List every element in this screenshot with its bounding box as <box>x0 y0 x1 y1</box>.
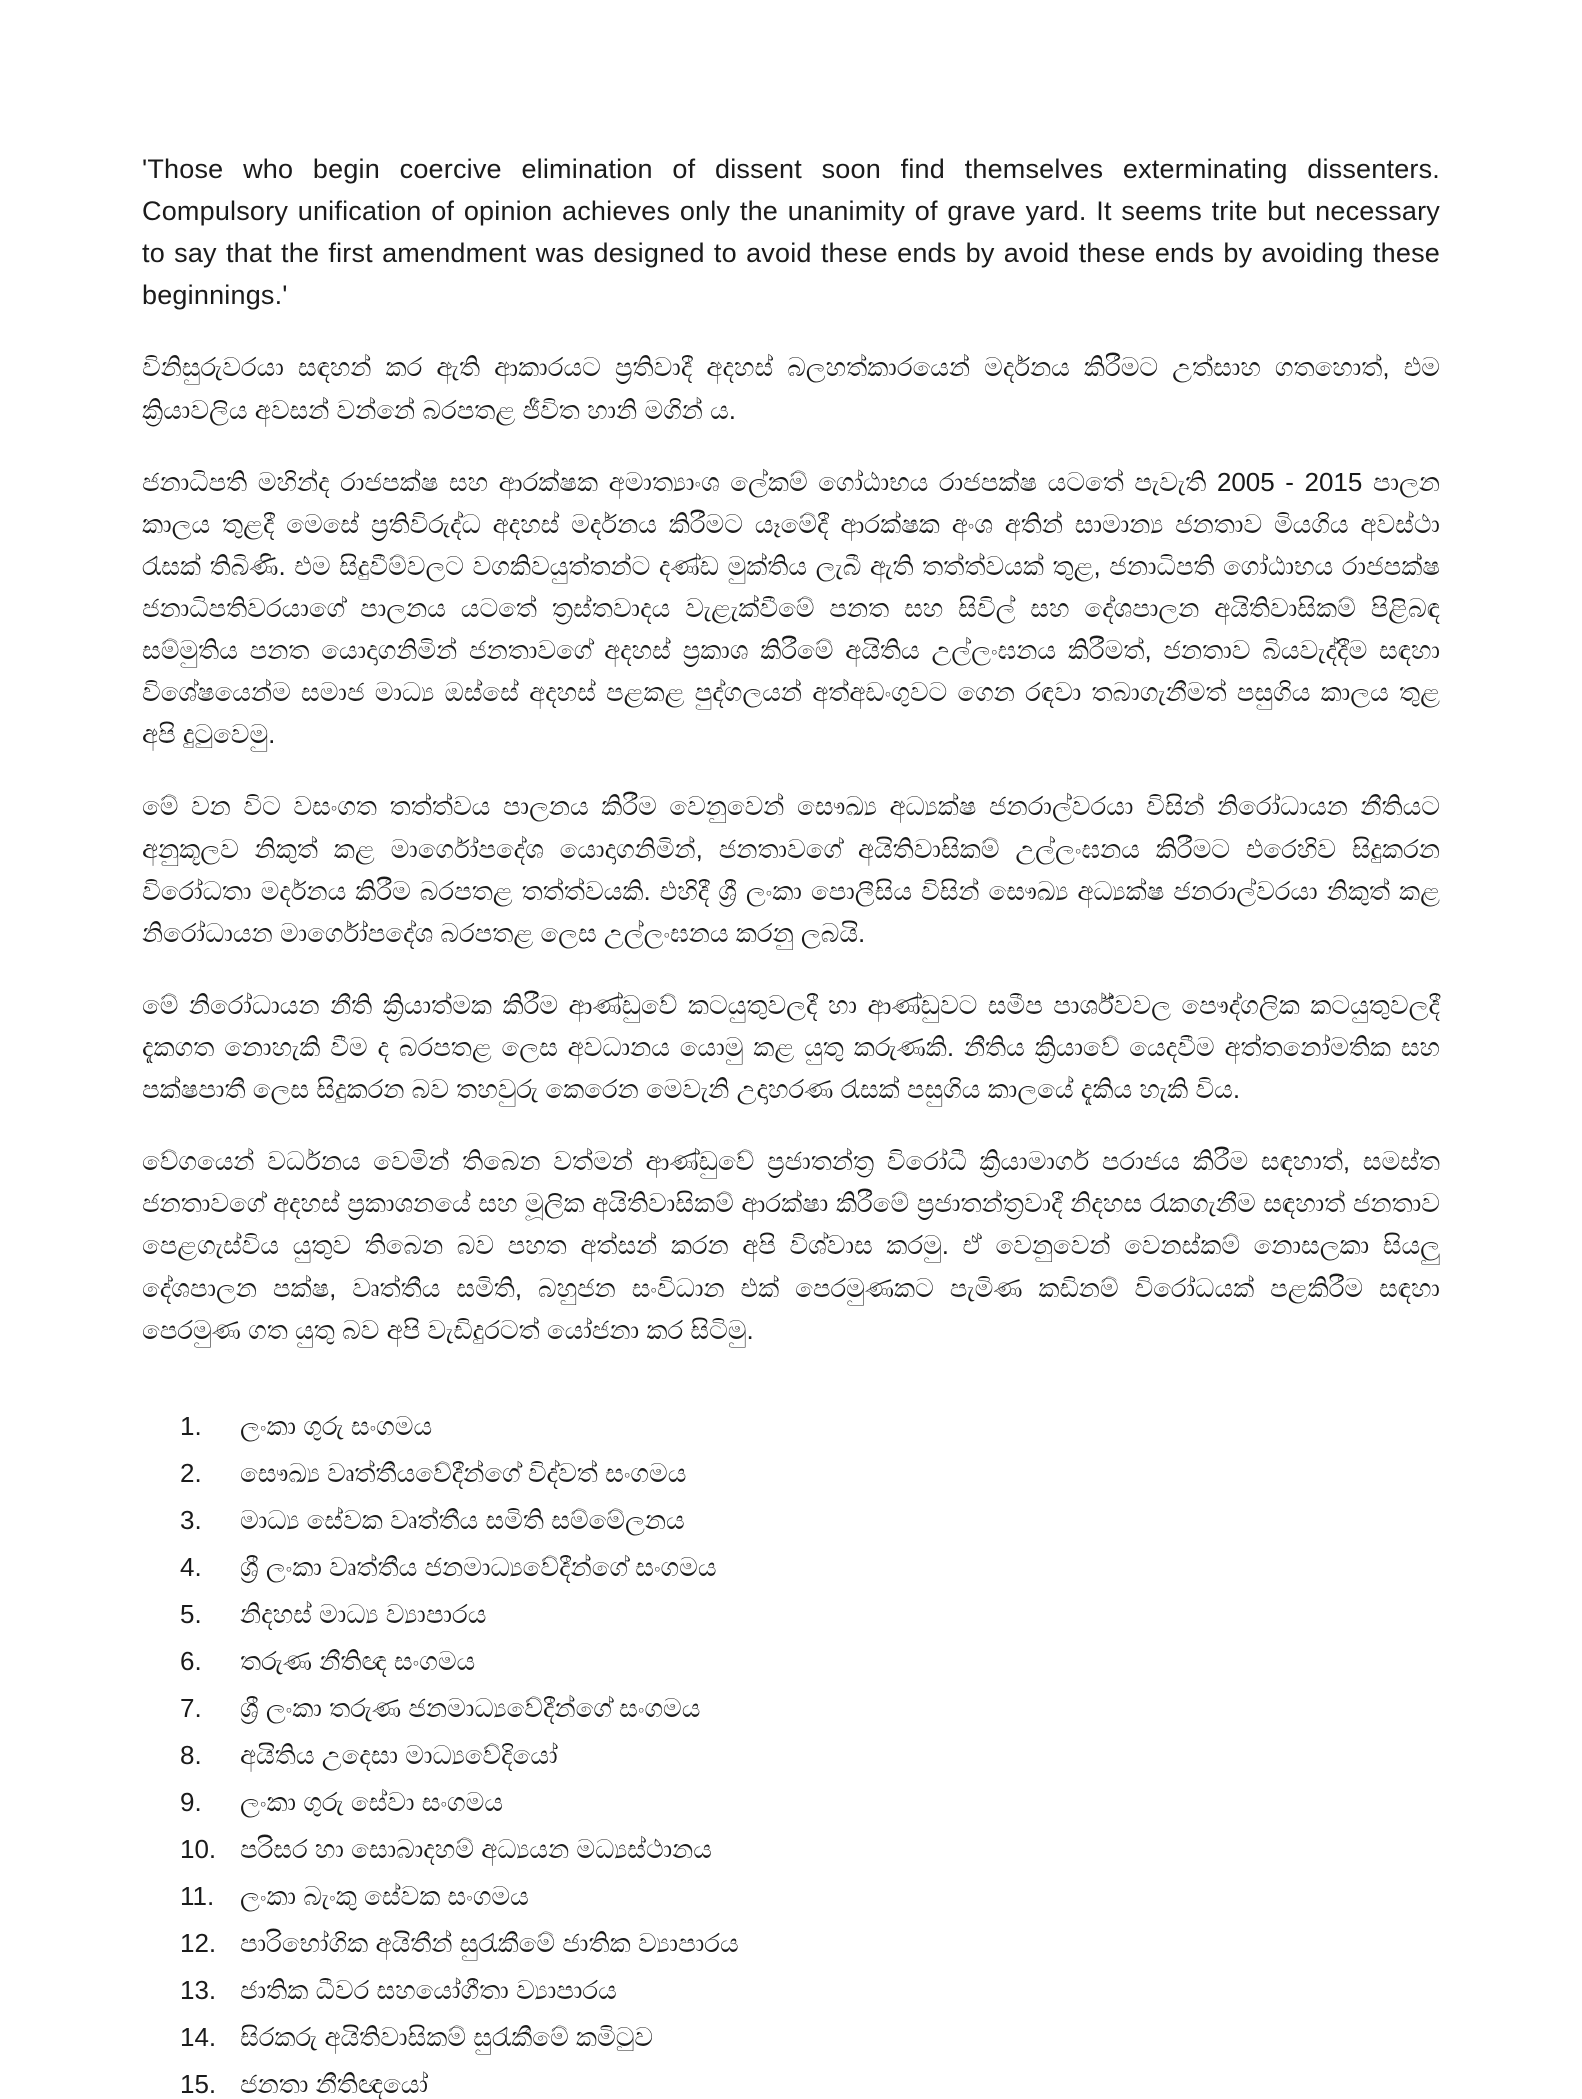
list-item <box>180 1974 1440 2005</box>
list-item <box>180 2068 1440 2099</box>
list-item-number: 4. <box>180 1551 202 1582</box>
list-item-number: 5. <box>180 1598 202 1629</box>
list-item-label: සෞඛ්‍ය වෘත්තීයවේදීන්ගේ විද්වත් සංගමය <box>240 1457 687 1488</box>
list-item <box>180 1504 1440 1535</box>
list-item <box>180 1739 1440 1770</box>
list-item-number: 2. <box>180 1457 202 1488</box>
list-item-label: ශ්‍රී ලංකා වෘත්තීය ජනමාධ්‍යවේදීන්ගේ සංගමය <box>240 1551 717 1582</box>
list-item-number: 8. <box>180 1739 202 1770</box>
list-item-label: තරුණ නීතිඥ සංගමය <box>240 1645 476 1676</box>
list-item-label: ජාතික ධීවර සහයෝගීතා ව්‍යාපාරය <box>240 1974 617 2005</box>
list-item-label: පරිසර හා සොබාදහම් අධ්‍යයන මධ්‍යස්ථානය <box>240 1833 712 1864</box>
list-item-label: ලංකා ගුරු සංගමය <box>240 1410 433 1441</box>
list-item-number: 12. <box>180 1927 217 1958</box>
list-item <box>180 1551 1440 1582</box>
list-item <box>180 2021 1440 2052</box>
list-item-number: 3. <box>180 1504 202 1535</box>
list-item-label: මාධ්‍ය සේවක වෘත්තීය සමිති සම්මේලනය <box>240 1504 685 1535</box>
list-item-number: 10. <box>180 1833 217 1864</box>
list-item-label: ලංකා ගුරු සේවා සංගමය <box>240 1786 504 1817</box>
list-item <box>180 1880 1440 1911</box>
list-item-number: 6. <box>180 1645 202 1676</box>
list-item <box>180 1786 1440 1817</box>
body-paragraph-2: ජනාධිපති මහින්ද රාජපක්ෂ සහ ආරක්ෂක අමාත්‍යාංශ ලේකම් ගෝඨාභය රාජපක්ෂ යටතේ පැවැති 2005 - 2015 පාලන කාලය තුළදී මෙසේ ප්‍රතිවිරුද්ධ අදහස් මර්දනය කිරීමට යෑමේදී ආරක්ෂක අංශ අතින් සාමාන්‍ය ජනතාව මියගිය අවස්ථා රැසක් තිබිණි. එම සිදුවීම්වලට වගකිවයුත්තන්ට දණ්ඩ මුක්තිය ලැබී ඇති තත්ත්වයක් තුළ, ජනාධිපති ගෝඨාභය රාජපක්ෂ ජනාධිපතිවරයාගේ පාලනය යටතේ ත්‍රස්තවාදය වැළැක්වීමේ පනත සහ සිවිල් සහ දේශපාලන අයිතිවාසිකම් පිළිබඳ සම්මුතිය පනත යොදාගනිමින් ජනතාවගේ අදහස් ප්‍රකාශ කිරීමේ අයිතිය උල්ලංඝනය කිරීමත්, ජනතාව බියවැද්දීම සඳහා විශේෂයෙන්ම සමාජ මාධ්‍ය ඔස්සේ අදහස් පළකළ පුද්ගලයන් අත්අඩංගුවට ගෙන රඳවා තබාගැනීමත් පසුගිය කාලය තුළ අපි දුටුවෙමු. <box>142 466 1440 750</box>
list-item-number: 13. <box>180 1974 217 2005</box>
list-item-number: 11. <box>180 1880 215 1911</box>
list-item <box>180 1410 1440 1441</box>
list-item <box>180 1692 1440 1723</box>
list-item-number: 9. <box>180 1786 202 1817</box>
body-paragraph-5: වේගයෙන් වර්ධනය වෙමින් තිබෙන වත්මන් ආණ්ඩුවේ ප්‍රජාතන්ත්‍ර විරෝධී ක්‍රියාමාර්ග පරාජය කිරීම සඳහාත්, සමස්ත ජනතාවගේ අදහස් ප්‍රකාශනයේ සහ මූලික අයිතිවාසිකම් ආරක්ෂා කිරීමේ ප්‍රජාතන්ත්‍රවාදී නිදහස රැකගැනීම සඳහාත් ජනතාව පෙළගැස්විය යුතුව තිබෙන බව පහත අත්සන් කරන අපි විශ්වාස කරමු. ඒ වෙනුවෙන් වෙනස්කම් නොසලකා සියලු දේශපාලන පක්ෂ, වෘත්තීය සමිති, බහුජන සංවිධාන එක් පෙරමුණකට පැමිණ කඩිනම් විරෝධයක් පළකිරීම සඳහා පෙරමුණ ගත යුතු බව අපි වැඩිදුරටත් යෝජනා කර සිටිමු. <box>142 1146 1440 1345</box>
list-item <box>180 1598 1440 1629</box>
body-paragraph-4: මේ නිරෝධායන නීති ක්‍රියාත්මක කිරීම ආණ්ඩුවේ කටයුතුවලදී හා ආණ්ඩුවට සමීප පාර්ශ්වවල පෞද්ගලික කටයුතුවලදී දැකගත නොහැකි වීම ද බරපතළ ලෙස අවධානය යොමු කළ යුතු කරුණකි. නීතිය ක්‍රියාවේ යෙදවීම අත්තනෝමතික සහ පක්ෂපාතී ලෙස සිදුකරන බව තහවුරු කෙරෙන මෙවැනි උදාහරණ රැසක් පසුගිය කාලයේ දැකිය හැකි විය. <box>142 989 1440 1105</box>
body-paragraph-1: විනිසුරුවරයා සඳහන් කර ඇති ආකාරයට ප්‍රතිවාදී අදහස් බලහත්කාරයෙන් මර්දනය කිරීමට උත්සාහ ගතහොත්, එම ක්‍රියාවලිය අවසන් වන්නේ බරපතළ ජීවිත හානි මගින් ය. <box>142 352 1440 425</box>
list-item <box>180 1457 1440 1488</box>
list-item-number: 1. <box>180 1410 202 1441</box>
list-item-label: පාරිභෝගික අයිතීන් සුරැකීමේ ජාතික ව්‍යාපාරය <box>240 1927 739 1958</box>
list-item-label: නිදහස් මාධ්‍ය ව්‍යාපාරය <box>240 1598 487 1629</box>
list-item-number: 14. <box>180 2021 217 2052</box>
list-item <box>180 1645 1440 1676</box>
list-item <box>180 1833 1440 1864</box>
list-item-label: සිරකරු අයිතිවාසිකම් සුරැකීමේ කමිටුව <box>240 2021 654 2052</box>
list-item-label: ජනතා නීතිඥයෝ <box>240 2068 429 2099</box>
organization-list <box>180 1410 1440 2099</box>
list-item-number: 7. <box>180 1692 202 1723</box>
list-item <box>180 1927 1440 1958</box>
body-paragraph-3: මේ වන විට වසංගත තත්ත්වය පාලනය කිරීම වෙනුවෙන් සෞඛ්‍ය අධ්‍යක්ෂ ජනරාල්වරයා විසින් නිරෝධායන නීතියට අනුකූලව නිකුත් කළ මාර්ගෝපදේශ යොදාගනිමින්, ජනතාවගේ අයිතිවාසිකම් උල්ලංඝනය කිරීමට එරෙහිව සිදුකරන විරෝධතා මර්දනය කිරීම බරපතළ තත්ත්වයකි. එහිදී ශ්‍රී ලංකා පොලීසිය විසින් සෞඛ්‍ය අධ්‍යක්ෂ ජනරාල්වරයා නිකුත් කළ නිරෝධායන මාර්ගෝපදේශ බරපතළ ලෙස උල්ලංඝනය කරනු ලබයි. <box>142 791 1440 948</box>
list-item-number: 15. <box>180 2068 217 2099</box>
list-item-label: ශ්‍රී ලංකා තරුණ ජනමාධ්‍යවේදීන්ගේ සංගමය <box>240 1692 701 1723</box>
english-quote-paragraph: 'Those who begin coercive elimination of dissent soon find themselves exterminating dissenters. Compulsory unification of opinion achieves only the unanimity of grave yard. It seems trite but necessary to say that the first amendment was designed to avoid these ends by avoid these ends by avoiding these beginnings.' <box>142 154 1440 311</box>
list-item-label: ලංකා බැංකු සේවක සංගමය <box>240 1880 529 1911</box>
list-item-label: අයිතිය උදෙසා මාධ්‍යවේදියෝ <box>240 1739 558 1770</box>
